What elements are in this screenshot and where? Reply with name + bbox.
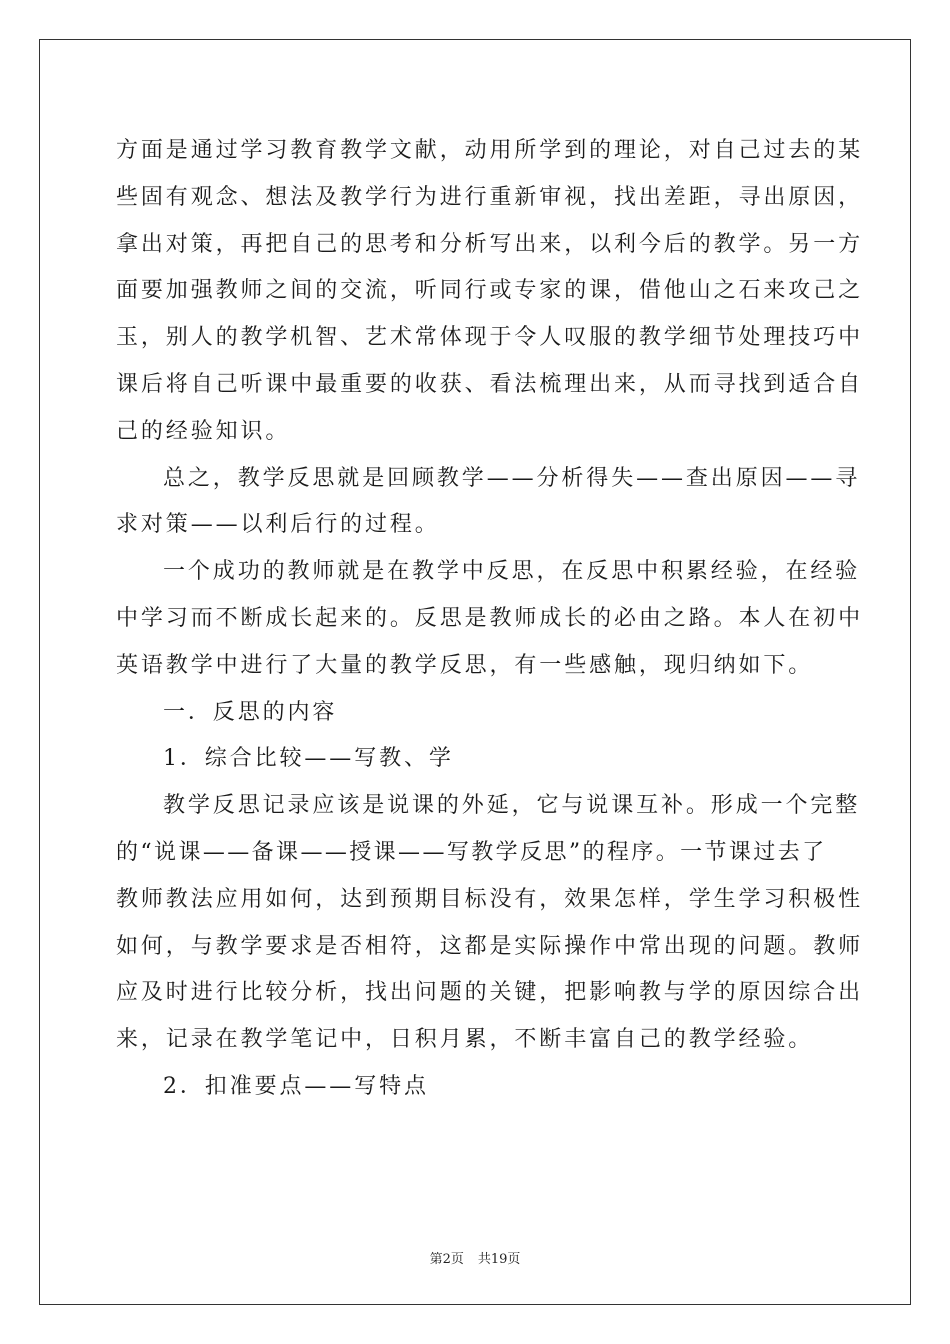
section-heading: 一．反思的内容 [163, 699, 338, 725]
subsection-heading: 2．扣准要点——写特点 [163, 1073, 429, 1099]
text-line: 教师教法应用如何，达到预期目标没有，效果怎样，学生学习积极性 [116, 886, 864, 912]
text-line: 面要加强教师之间的交流，听同行或专家的课，借他山之石来攻己之 [116, 278, 864, 304]
text-line: 英语教学中进行了大量的教学反思，有一些感触，现归纳如下。 [116, 652, 814, 678]
text-line: 总之，教学反思就是回顾教学——分析得失——查出原因——寻 [163, 465, 861, 491]
text-line: 方面是通过学习教育教学文献，动用所学到的理论，对自己过去的某 [116, 138, 864, 163]
text-line: 玉，别人的教学机智、艺术常体现于令人叹服的教学细节处理技巧中 [116, 325, 864, 351]
page-number: 第2页 [429, 1252, 464, 1267]
text-line: 己的经验知识。 [116, 418, 291, 444]
text-line: 拿出对策，再把自己的思考和分析写出来，以利今后的教学。另一方 [116, 231, 864, 257]
text-line: 来，记录在教学笔记中，日积月累，不断丰富自己的教学经验。 [116, 1027, 814, 1053]
text-line: 中学习而不断成长起来的。反思是教师成长的必由之路。本人在初中 [116, 605, 864, 631]
text-line: 应及时进行比较分析，找出问题的关键，把影响教与学的原因综合出 [116, 980, 864, 1006]
document-body [116, 128, 864, 1111]
text-line: 教学反思记录应该是说课的外延，它与说课互补。形成一个完整 [163, 793, 861, 819]
subsection-heading: 1．综合比较——写教、学 [163, 746, 454, 772]
text-line: 如何，与教学要求是否相符，这都是实际操作中常出现的问题。教师 [116, 933, 864, 959]
text-line: 一个成功的教师就是在教学中反思，在反思中积累经验，在经验 [163, 559, 861, 585]
text-line: 求对策——以利后行的过程。 [116, 512, 440, 538]
text-line: 些固有观念、想法及教学行为进行重新审视，找出差距，寻出原因， [116, 184, 864, 210]
page-footer [0, 1248, 950, 1267]
text-line: 课后将自己听课中最重要的收获、看法梳理出来，从而寻找到适合自 [116, 371, 864, 397]
page-total: 共19页 [477, 1252, 521, 1267]
text-line: 的“说课——备课——授课——写教学反思”的程序。一节课过去了 [116, 839, 827, 865]
